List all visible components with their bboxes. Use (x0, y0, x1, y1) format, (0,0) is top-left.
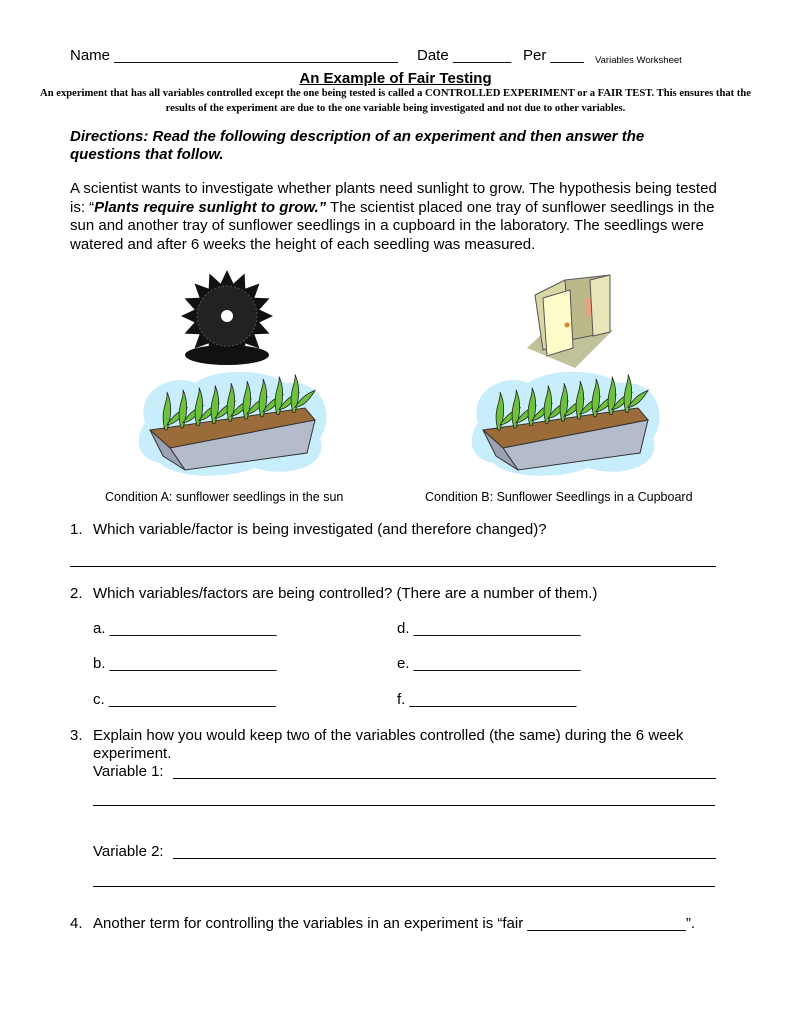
caption-condition-b: Condition B: Sunflower Seedlings in a Cupboard (425, 490, 693, 504)
question-4-text: Another term for controlling the variables in an experiment is “fair ___________________”. (93, 915, 696, 932)
variable-1-label: Variable 1: (93, 763, 164, 780)
page-title: An Example of Fair Testing (299, 70, 492, 87)
intro-text: An experiment that has all variables controlled except the one being tested is called a CONTROLLED EXPERIMENT or a FAIR TEST. This ensures that the results of the experiment are due to the one variable being investigated and not due to other variables. (40, 88, 751, 114)
scenario-paragraph (70, 180, 730, 254)
question-3-text: Explain how you would keep two of the variables controlled (the same) during the 6 week experiment. (93, 727, 684, 762)
scenario-after: The scientist placed one tray of sunflower seedlings in the sun and another tray of sunflower seedlings in a cupboard in the laboratory. The seedlings were watered and after 6 weeks the height of each seedling was measured. (70, 198, 715, 253)
blank-f[interactable]: f. ____________________ (397, 691, 577, 708)
variable-1-line-a[interactable] (173, 778, 716, 779)
variable-2-line-a[interactable] (173, 858, 716, 859)
blank-c[interactable]: c. ____________________ (93, 691, 276, 708)
question-2-number: 2. (70, 585, 83, 602)
variable-2-line-b[interactable] (93, 886, 715, 887)
worksheet-label: Variables Worksheet (595, 55, 682, 66)
question-2-text: Which variables/factors are being controlled? (There are a number of them.) (93, 585, 598, 602)
hypothesis: Plants require sunlight to grow.” (94, 198, 327, 216)
question-1-text: Which variable/factor is being investigated (and therefore changed)? (93, 521, 547, 538)
blank-d[interactable]: d. ____________________ (397, 620, 581, 637)
variable-2-label: Variable 2: (93, 843, 164, 860)
period-field[interactable]: Per ____ (523, 47, 584, 64)
blank-e[interactable]: e. ____________________ (397, 655, 581, 672)
question-1-number: 1. (70, 521, 83, 538)
blank-b[interactable]: b. ____________________ (93, 655, 277, 672)
question-3-number: 3. (70, 727, 83, 744)
answer-line-1[interactable] (70, 566, 716, 567)
directions: Directions: Read the following description of an experiment and then answer the questions that follow. (70, 128, 645, 163)
seedling-tray-a-image (135, 368, 330, 478)
variable-1-line-b[interactable] (93, 805, 715, 806)
cupboard-image (525, 270, 620, 370)
sun-image (180, 270, 275, 368)
question-4-number: 4. (70, 915, 83, 932)
seedling-tray-b-image (468, 368, 663, 478)
date-field[interactable]: Date _______ (417, 47, 512, 64)
name-field[interactable]: Name __________________________________ (70, 47, 398, 64)
scenario-before: A scientist wants to investigate whether plants need sunlight to grow. The hypothesis being tested is: “ (70, 180, 717, 216)
caption-condition-a: Condition A: sunflower seedlings in the sun (105, 490, 344, 504)
blank-a[interactable]: a. ____________________ (93, 620, 277, 637)
